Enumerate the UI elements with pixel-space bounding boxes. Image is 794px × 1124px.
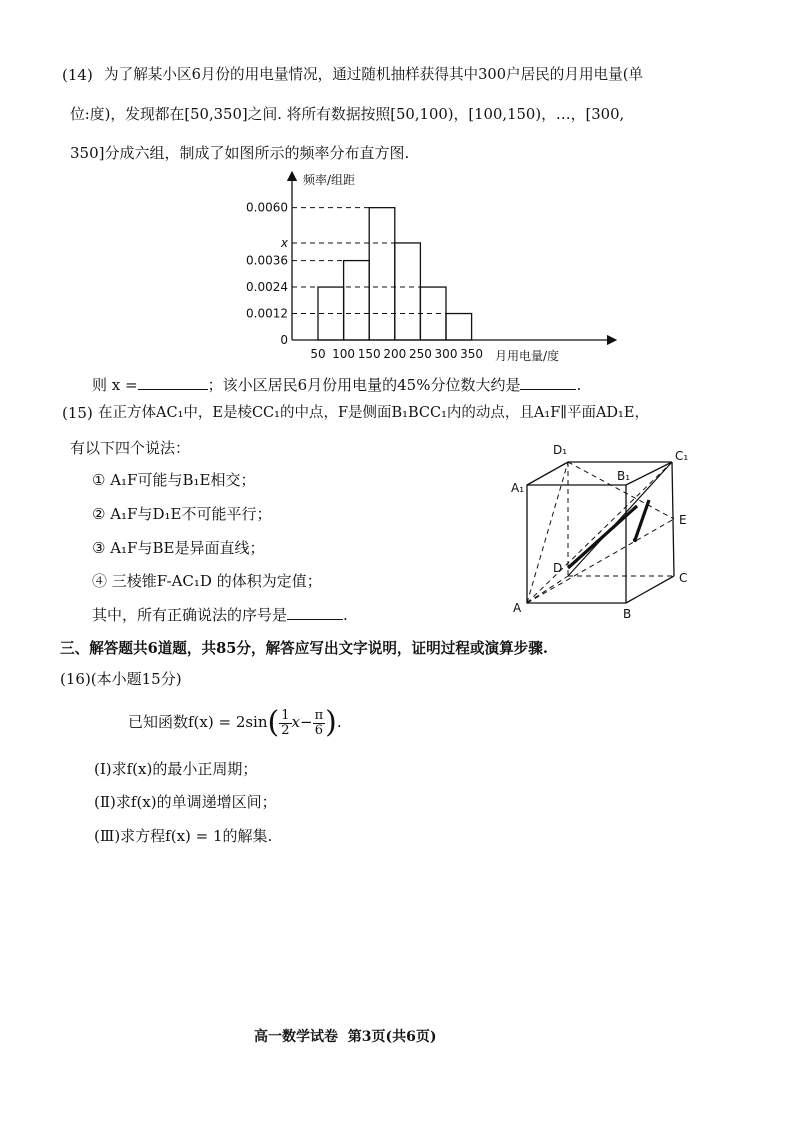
answer-blank-statements[interactable] xyxy=(287,603,343,620)
histogram-bar xyxy=(369,208,395,340)
section3-heading: 三、解答题共6道题，共85分，解答应写出文字说明，证明过程或演算步骤. xyxy=(60,640,548,657)
page-footer: 高一数学试卷 第3页(共6页) xyxy=(254,1029,437,1045)
q15-statement-4: ④ 三棱锥F-AC₁D 的体积为定值； xyxy=(92,572,322,590)
y-tick-label: 0.0060 xyxy=(246,200,288,215)
histogram-bar xyxy=(420,287,446,340)
y-tick-label: x xyxy=(280,235,288,250)
q14-number: (14) xyxy=(62,66,93,84)
q15-answer-line xyxy=(92,603,348,626)
label-D: D xyxy=(553,561,563,575)
q15-answer-end: . xyxy=(343,606,348,624)
label-B: B xyxy=(623,607,632,620)
cube-figure xyxy=(505,440,705,620)
y-axis-label: 频率/组距 xyxy=(303,173,356,187)
q14-line3: 350]分成六组，制成了如图所示的频率分布直方图. xyxy=(70,144,410,162)
label-C: C xyxy=(679,571,688,585)
q16-number: (16)(本小题15分) xyxy=(60,670,182,688)
answer-blank-x[interactable] xyxy=(138,373,208,390)
q15-number: (15) xyxy=(62,404,93,422)
q15-statement-3: ③ A₁F与BE是异面直线； xyxy=(92,539,265,557)
q14-answer-end: . xyxy=(576,376,582,394)
label-C1: C₁ xyxy=(675,449,689,463)
histogram-bar xyxy=(446,314,472,340)
x-tick-label: 50 xyxy=(310,347,326,361)
frequency-histogram xyxy=(220,168,620,368)
histogram-bar xyxy=(344,261,370,340)
fraction-pi-over-six: $\frac{\pi}{6}$ xyxy=(314,707,324,738)
q16-minus: − xyxy=(300,713,313,731)
q16-given-prefix: 已知函数f(x) = 2sin xyxy=(128,713,268,731)
q15-line2: 有以下四个说法： xyxy=(70,439,191,457)
x-tick-label: 200 xyxy=(383,347,407,361)
q16-var-x: x xyxy=(291,713,300,731)
histogram-bar xyxy=(395,243,421,340)
q16-part-2: (Ⅱ)求f(x)的单调递增区间； xyxy=(94,793,277,811)
label-A1: A₁ xyxy=(511,481,525,495)
x-tick-label: 300 xyxy=(434,347,458,361)
q14-line2: 位:度)，发现都在[50,350]之间. 将所有数据按照[50,100)，[100,150)，…，[300, xyxy=(70,106,625,123)
q15-statement-1: ① A₁F可能与B₁E相交； xyxy=(92,471,256,489)
y-tick-label: 0.0012 xyxy=(246,306,288,321)
label-A: A xyxy=(513,601,522,615)
q14-answer-mid: ；该小区居民6月份用电量的45%分位数大约是 xyxy=(207,376,521,394)
x-axis-label: 月用电量/度 xyxy=(495,349,560,363)
q15-statement-2: ② A₁F与D₁E不可能平行； xyxy=(92,505,272,523)
q14-answer-prefix: 则 x = xyxy=(92,376,138,394)
q16-given: 已知函数f(x) = 2sin( $\frac{1}{2}$ x− $\frac{\pi}{6}$ ). xyxy=(128,705,342,740)
q14-answer-line xyxy=(92,373,581,396)
answer-blank-percentile[interactable] xyxy=(520,373,576,390)
x-tick-label: 350 xyxy=(460,347,484,361)
x-tick-label: 100 xyxy=(332,347,356,361)
x-tick-label: 150 xyxy=(357,347,381,361)
x-tick-label: 250 xyxy=(408,347,432,361)
label-E: E xyxy=(679,513,687,527)
q16-given-end: . xyxy=(336,713,342,731)
q14-line1: 为了解某小区6月份的用电量情况，通过随机抽样获得其中300户居民的月用电量(单 xyxy=(104,66,644,83)
y-tick-label: 0.0036 xyxy=(246,253,288,268)
fraction-one-half: $\frac{1}{2}$ xyxy=(281,707,290,738)
q15-answer-prefix: 其中，所有正确说法的序号是 xyxy=(92,606,288,624)
y-tick-label: 0 xyxy=(280,333,288,347)
q16-part-1: (Ⅰ)求f(x)的最小正周期； xyxy=(94,760,258,778)
q15-line1: 在正方体AC₁中，E是棱CC₁的中点，F是侧面B₁BCC₁内的动点，且A₁F∥平面AD₁E， xyxy=(98,405,649,421)
label-D1: D₁ xyxy=(553,443,568,457)
y-tick-label: 0.0024 xyxy=(246,280,288,295)
label-B1: B₁ xyxy=(617,469,631,483)
q16-part-3: (Ⅲ)求方程f(x) = 1的解集. xyxy=(94,827,273,845)
